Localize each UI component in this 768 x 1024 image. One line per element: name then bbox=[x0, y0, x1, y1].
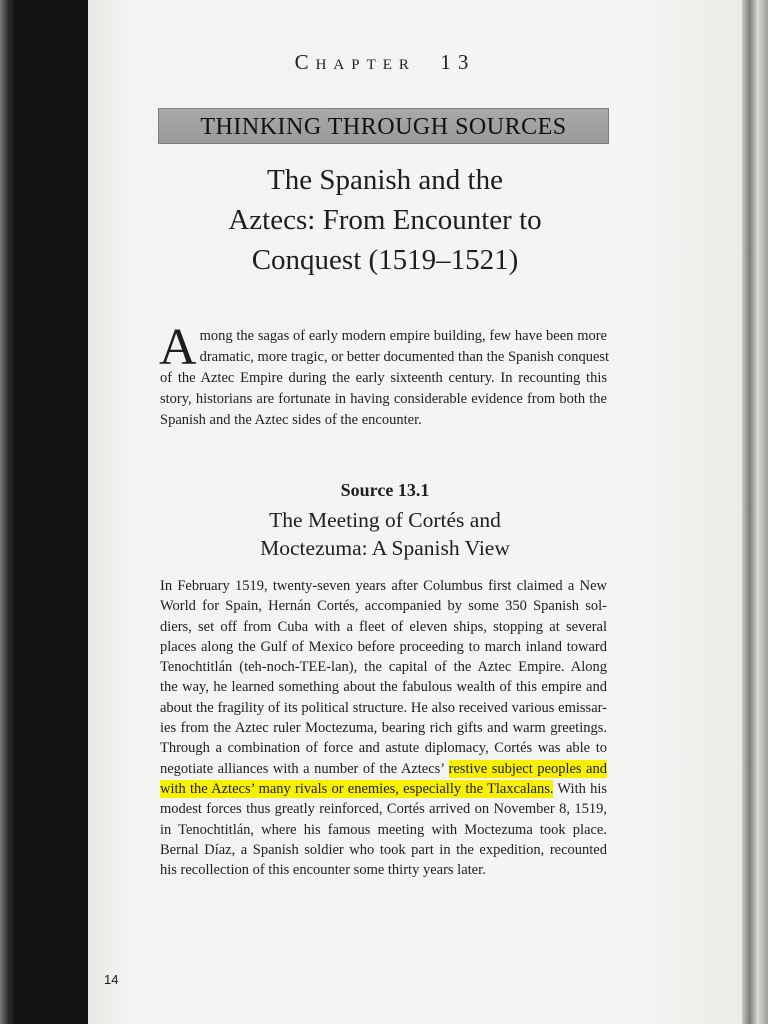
body-line: Bernal Díaz, a Spanish soldier who took part in the expedition, recounted bbox=[160, 841, 607, 858]
intro-line: dramatic, more tragic, or better documented than the Spanish conquest bbox=[199, 349, 610, 365]
page-number: 14 bbox=[104, 972, 119, 987]
page-title-line: Aztecs: From Encounter to bbox=[228, 204, 542, 236]
body-line: World for Spain, Hernán Cortés, accompanied by some 350 Spanish sol- bbox=[160, 598, 607, 615]
body-line: diers, set off from Cuba with a fleet of eleven ships, stopping at several bbox=[160, 618, 607, 635]
chapter-number: 13 bbox=[440, 50, 476, 74]
body-line bbox=[160, 779, 607, 799]
source-title-line: Moctezuma: A Spanish View bbox=[260, 536, 510, 560]
page-title bbox=[160, 160, 610, 280]
intro-line: Spanish and the Aztec sides of the encounter. bbox=[160, 412, 422, 428]
source-number: Source 13.1 bbox=[340, 480, 430, 500]
intro-line: of the Aztec Empire during the early sixteenth century. In recounting this bbox=[160, 370, 607, 386]
body-line: the way, he learned something about the fabulous wealth of this empire and bbox=[160, 679, 607, 696]
body-line: Tenochtitlán (teh-noch-TEE-lan), the capital of the Aztec Empire. Along bbox=[160, 659, 607, 676]
source-title bbox=[160, 506, 610, 562]
intro-line: story, historians are fortunate in having considerable evidence from both the bbox=[160, 391, 607, 407]
body-line: places along the Gulf of Mexico before proceeding to march inland toward bbox=[160, 638, 607, 655]
book-binding-edge bbox=[0, 0, 14, 1024]
body-line: his recollection of this encounter some thirty years later. bbox=[160, 862, 486, 879]
highlighted-text: with the Aztecs’ many rivals or enemies, especially the Tlaxcalans. bbox=[160, 780, 554, 797]
body-line bbox=[160, 759, 607, 779]
body-line: about the fragility of its political structure. He also received various emissar- bbox=[160, 699, 607, 716]
page-title-line: The Spanish and the bbox=[267, 164, 503, 196]
drop-cap: A bbox=[159, 319, 197, 376]
body-line: Through a combination of force and astute diplomacy, Cortés was able to bbox=[160, 740, 607, 757]
chapter-heading-word: HAPTER bbox=[315, 57, 416, 73]
body-line: in Tenochtitlán, where his famous meeting with Moctezuma took place. bbox=[160, 821, 607, 838]
chapter-heading bbox=[160, 50, 610, 75]
highlighted-text: restive subject peoples and bbox=[448, 760, 607, 777]
body-paragraph bbox=[160, 576, 607, 880]
body-line: modest forces thus greatly reinforced, Cortés arrived on November 8, 1519, bbox=[160, 801, 607, 818]
section-banner: THINKING THROUGH SOURCES bbox=[158, 108, 609, 144]
page-title-line: Conquest (1519–1521) bbox=[251, 244, 519, 276]
body-text-segment: negotiate alliances with a number of the Aztecs’ bbox=[160, 760, 449, 777]
page-edge-stack bbox=[742, 0, 768, 1024]
body-line: ies from the Aztec ruler Moctezuma, bearing rich gifts and warm greetings. bbox=[160, 720, 607, 737]
intro-paragraph bbox=[159, 319, 610, 431]
source-title-line: The Meeting of Cortés and bbox=[269, 508, 501, 532]
scan-margin-shadow bbox=[14, 0, 88, 1024]
chapter-heading-initial: C bbox=[294, 50, 316, 74]
body-line: In February 1519, twenty-seven years after Columbus first claimed a New bbox=[160, 578, 607, 594]
body-text-segment: With his bbox=[553, 780, 608, 797]
intro-line: mong the sagas of early modern empire building, few have been more bbox=[199, 328, 607, 344]
